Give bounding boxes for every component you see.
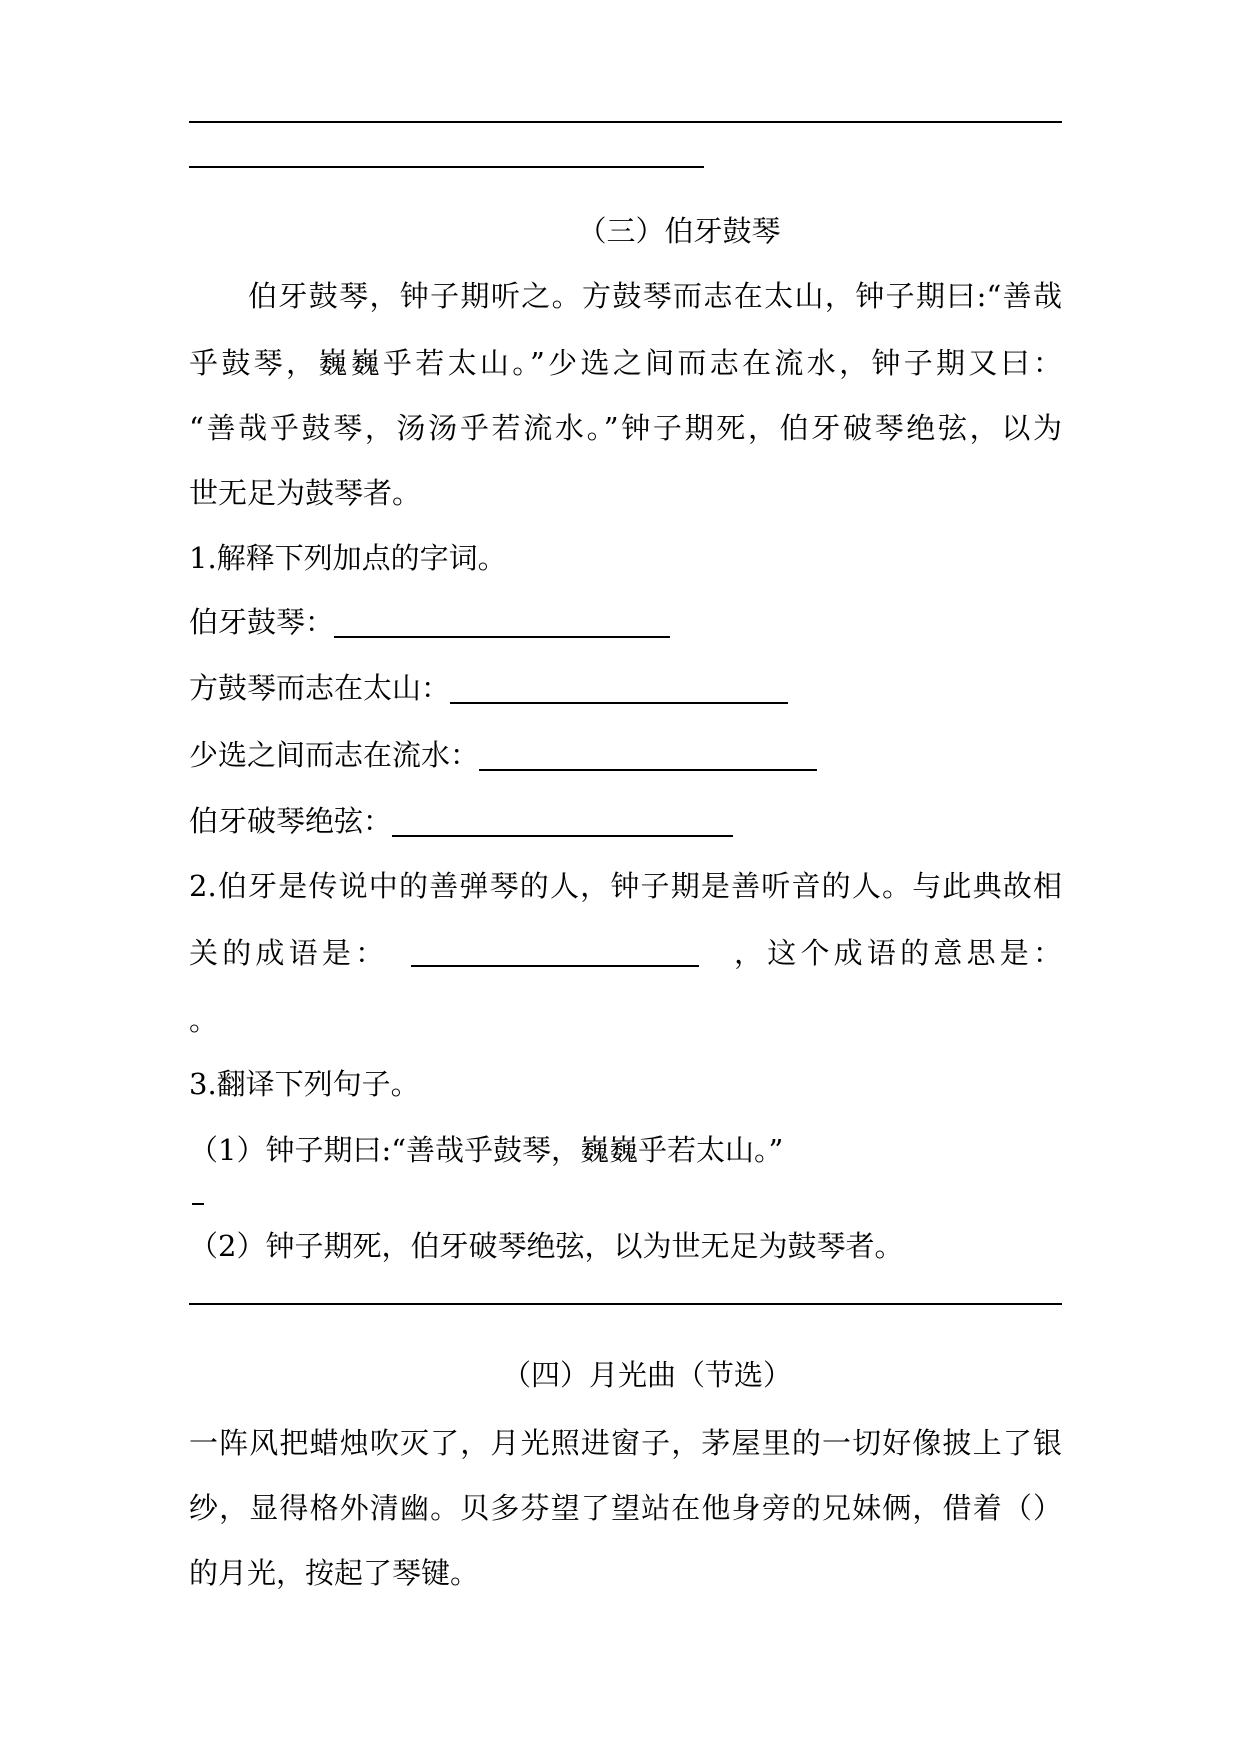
question-text: 。 — [189, 1003, 219, 1037]
question-prompt: 1.解释下列加点的字词。 — [189, 541, 507, 575]
question-text: ， 这 个 成 语 的 意 思 是 ： — [734, 936, 1062, 970]
passage-line: 伯牙鼓琴，钟子期听之。方鼓琴而志在太山，钟子期曰:“善哉 — [248, 279, 1062, 313]
answer-blank — [479, 769, 817, 771]
question-item — [189, 602, 670, 642]
answer-blank — [450, 702, 788, 704]
passage-line: “善哉乎鼓琴，汤汤乎若流水。”钟子期死，伯牙破琴绝弦，以为 — [189, 411, 1062, 445]
answer-line — [189, 121, 1062, 123]
passage-line: 一阵风把蜡烛吹灭了，月光照进窗子，茅屋里的一切好像披上了银 — [189, 1426, 1062, 1460]
passage-line: 纱，显得格外清幽。贝多芬望了望站在他身旁的兄妹俩，借着（） — [189, 1491, 1062, 1525]
section-title: （三）伯牙鼓琴 — [577, 214, 781, 248]
answer-blank — [392, 835, 733, 837]
question-item-label: 方鼓琴而志在太山： — [189, 671, 451, 705]
answer-blank — [334, 636, 670, 638]
question-prompt: 3.翻译下列句子。 — [189, 1067, 420, 1101]
passage-line: 世无足为鼓琴者。 — [189, 476, 422, 510]
question-item-label: 少选之间而志在流水： — [189, 738, 480, 772]
passage-line: 的月光，按起了琴键。 — [189, 1556, 480, 1590]
question-text: 关 的 成 语 是 ： — [189, 936, 385, 970]
translation-sentence: （2）钟子期死，伯牙破琴绝弦，以为世无足为鼓琴者。 — [189, 1229, 904, 1263]
section-title: （四）月光曲（节选） — [501, 1358, 792, 1392]
question-item — [189, 801, 733, 841]
passage-line: 乎鼓琴，巍巍乎若太山。”少选之间而志在流水，钟子期又曰： — [189, 346, 1062, 380]
answer-line — [192, 1203, 204, 1205]
question-item — [189, 735, 817, 775]
question-item — [189, 668, 788, 708]
translation-sentence: （1）钟子期曰:“善哉乎鼓琴，巍巍乎若太山。” — [189, 1133, 784, 1167]
question-item-label: 伯牙鼓琴： — [189, 605, 335, 639]
question-prompt: 2.伯牙是传说中的善弹琴的人，钟子期是善听音的人。与此典故相 — [189, 869, 1062, 903]
answer-line — [189, 1303, 1062, 1305]
answer-blank — [411, 965, 699, 967]
question-line — [189, 933, 1062, 973]
question-item-label: 伯牙破琴绝弦： — [189, 804, 393, 838]
answer-line — [189, 166, 704, 168]
